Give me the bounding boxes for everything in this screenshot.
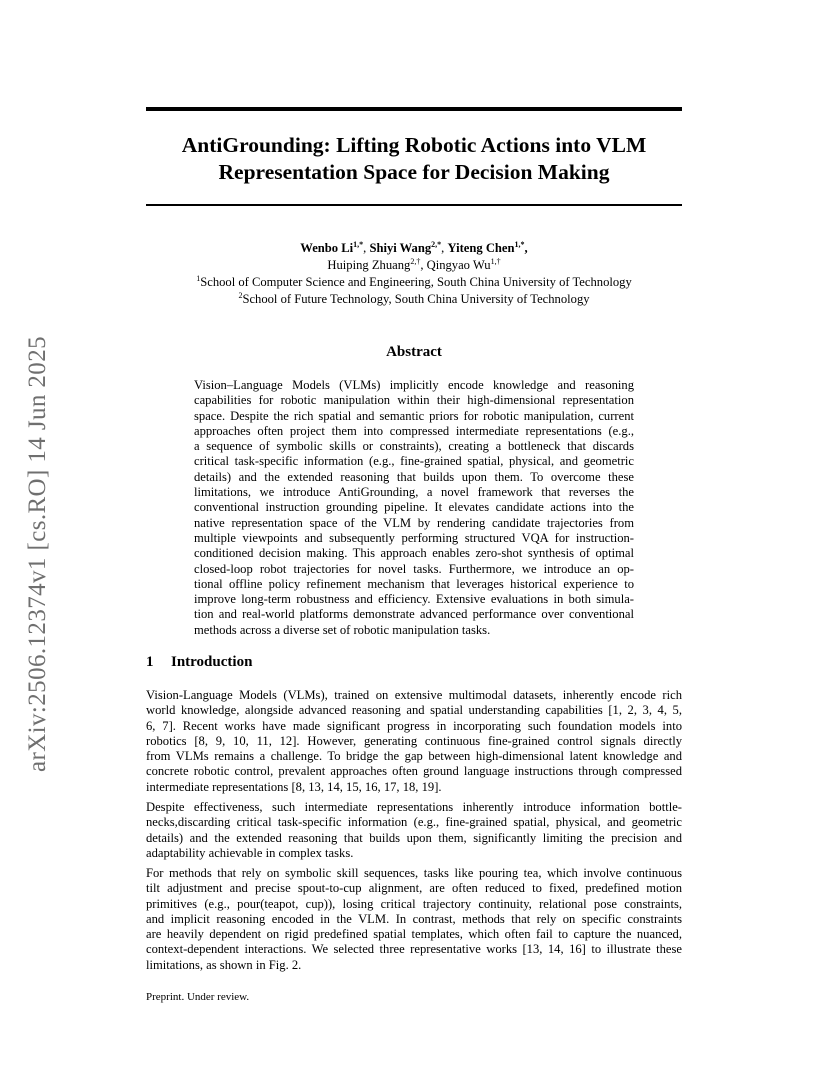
- affiliation-1: $^1$School of Computer Science and Engineering, South China University of Technology: [196, 274, 632, 289]
- abstract-heading: Abstract: [386, 344, 442, 360]
- author-affiliation-mark: 1,*: [353, 240, 364, 249]
- author-line-1: Wenbo $Li^{1,*}$, Shiyi Wang$^{2,*}$, Yiteng Chen$^{1,*}$,: [300, 240, 528, 255]
- section-heading: [146, 654, 252, 671]
- text-line: concrete robotic control, prevalent approaches often ground language instructions through compressed: [146, 764, 682, 779]
- text-line: world knowledge, alongside advanced reasoning and spatial understanding capabilities [1, 2, 3, 4, 5,: [146, 703, 682, 718]
- author-block: [146, 240, 682, 308]
- title-line: Representation Space for Decision Making: [218, 160, 610, 184]
- text-line: tion and real-world platforms demonstrate advanced performance over conventional: [194, 607, 634, 622]
- author-name: Huiping Zhuang: [327, 258, 411, 272]
- paragraph-2: [146, 800, 682, 861]
- abstract-body: [194, 378, 634, 638]
- text-line: details) and the extended reasoning that builds upon them, significantly limiting the precision and: [146, 830, 682, 845]
- text-line: closed-loop robot trajectories for novel tasks. Furthermore, we introduce an op-: [194, 561, 634, 576]
- author-affiliation-mark: 2,†: [410, 257, 421, 266]
- text-line: multiple viewpoints and subsequently performing structured VQA for instruction-: [194, 530, 634, 545]
- text-line: native representation space of the VLM by rendering candidate trajectories from: [194, 515, 634, 530]
- author-line-2: Huiping Zhuang$^{2,\dagger}$, Qingyao $Wu^{1,\dagger}$: [327, 257, 501, 272]
- text-line: Despite effectiveness, such intermediate representations inherently introduce information bottle-: [146, 800, 682, 814]
- text-line: conventional instruction grounding pipeline. It elevates candidate actions into the: [194, 500, 634, 515]
- text-line: from VLMs remains a challenge. To bridge the gap between high-dimensional latent knowledge and: [146, 749, 682, 764]
- author-affiliation-mark: 2,*: [431, 240, 442, 249]
- text-line: 6, 7]. Recent works have made significant progress in incorporating such foundation models into: [146, 718, 682, 733]
- text-line: and implicit reasoning encoded in the VLM. In contrast, methods that rely on specific constraints: [146, 911, 682, 926]
- text-line: For methods that rely on symbolic skill sequences, tasks like pouring tea, which involve continuous: [146, 866, 682, 880]
- footer-note: Preprint. Under review.: [146, 991, 250, 1003]
- text-line: a sequence of symbolic skills or constraints), creating a bottleneck that discards: [194, 439, 634, 454]
- text-line: intermediate representations [8, 13, 14, 15, 16, 17, 18, 19].: [146, 779, 442, 794]
- title-top-rule: [146, 107, 682, 111]
- section-title: Introduction: [171, 654, 253, 670]
- text-line: tional offline policy refinement mechanism that leverages historical experience to: [194, 576, 634, 591]
- text-line: robotics [8, 9, 10, 11, 12]. However, generating continuous fine-grained control signals directly: [146, 733, 682, 748]
- affiliation-2: $^2$School of Future Technology, South China University of Technology: [238, 291, 590, 306]
- affiliation-mark: 2: [238, 291, 243, 300]
- title-line: AntiGrounding: Lifting Robotic Actions into VLM: [181, 133, 647, 157]
- paragraph-1: [146, 688, 682, 795]
- affiliation-mark: 1: [196, 274, 201, 283]
- text-line: necks,discarding critical task-specific information (e.g., fine-grained spatial, physical, and geometric: [146, 815, 682, 830]
- text-line: limitations, as shown in Fig. 2.: [146, 957, 302, 972]
- paragraph-3: [146, 866, 682, 973]
- text-line: methods across a diverse set of robotic manipulation tasks.: [194, 622, 491, 637]
- text-line: Vision–Language Models (VLMs) implicitly encode knowledge and reasoning: [194, 378, 634, 392]
- author-name: Wenbo Li: [300, 241, 354, 255]
- text-line: approaches often project them into compressed intermediate representations (e.g.,: [194, 423, 634, 438]
- text-line: capabilities for robotic manipulation within their high-dimensional representation: [194, 393, 634, 408]
- text-line: critical task-specific information (e.g., fine-grained spatial, physical, and geometric: [194, 454, 634, 469]
- text-line: Vision-Language Models (VLMs), trained on extensive multimodal datasets, inherently encode rich: [146, 688, 682, 702]
- text-line: improve long-term robustness and efficiency. Extensive evaluations in both simula-: [194, 592, 634, 607]
- author-affiliation-mark: 1,†: [490, 257, 501, 266]
- text-line: are heavily dependent on rigid predefined spatial templates, which often fail to capture the nuanced,: [146, 927, 682, 942]
- text-line: space. Despite the rich spatial and semantic priors for robotic manipulation, current: [194, 408, 634, 423]
- text-line: limitations, we introduce AntiGrounding, a novel framework that reverses the: [194, 485, 634, 500]
- text-line: conditioned decision making. This approach enables zero-shot synthesis of optimal: [194, 546, 634, 561]
- arxiv-identifier: arXiv:2506.12374v1 [cs.RO] 14 Jun 2025: [24, 335, 51, 772]
- section-number: 1: [146, 654, 154, 670]
- text-line: tilt adjustment and precise spout-to-cup alignment, are often reduced to fixed, predefined motion: [146, 881, 682, 896]
- title-bottom-rule: [146, 204, 682, 206]
- text-line: adaptability achievable in complex tasks.: [146, 845, 354, 860]
- text-line: context-dependent interactions. We selected three representative works [13, 14, 16] to illustrate these: [146, 942, 682, 957]
- author-affiliation-mark: 1,*: [514, 240, 525, 249]
- text-line: primitives (e.g., pour(teapot, cup)), losing critical trajectory continuity, relational pose constraints,: [146, 896, 682, 911]
- author-name: Shiyi Wang: [369, 241, 432, 255]
- author-name: Yiteng Chen: [447, 241, 515, 255]
- author-name: Qingyao Wu: [426, 258, 491, 272]
- text-line: details) and the extended reasoning that builds upon them. To overcome these: [194, 469, 634, 484]
- paper-title: [146, 132, 682, 186]
